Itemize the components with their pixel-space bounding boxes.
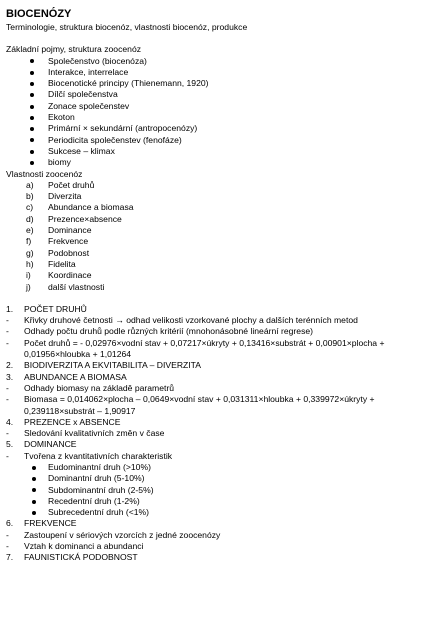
property-label: Dominance bbox=[48, 225, 92, 236]
basics-item: Primární × sekundární (antropocenózy) bbox=[6, 123, 438, 134]
basics-item: Společenstvo (biocenóza) bbox=[6, 56, 438, 67]
section-title: FAUNISTICKÁ PODOBNOST bbox=[24, 552, 138, 563]
section-number: 6. bbox=[6, 518, 14, 529]
dash-marker: - bbox=[6, 326, 9, 337]
dominance-class-item: Dominantní druh (5-10%) bbox=[6, 473, 438, 484]
section-heading bbox=[6, 372, 438, 383]
section-title: DOMINANCE bbox=[24, 439, 77, 450]
dash-marker: - bbox=[6, 450, 9, 461]
dash-marker: - bbox=[6, 394, 9, 405]
list-marker: h) bbox=[26, 258, 34, 269]
list-marker: d) bbox=[26, 213, 34, 224]
dash-item bbox=[6, 315, 438, 326]
section-number: 3. bbox=[6, 371, 14, 382]
dash-item bbox=[6, 326, 438, 337]
spacer bbox=[6, 293, 438, 304]
formula-continuation: 0,01956×hloubka + 1,01264 bbox=[24, 349, 132, 360]
property-item bbox=[6, 236, 438, 247]
section-number: 4. bbox=[6, 416, 14, 427]
document-title: BIOCENÓZY bbox=[6, 8, 72, 20]
property-label: další vlastnosti bbox=[48, 281, 105, 292]
basics-item: Interakce, interrelace bbox=[6, 67, 438, 78]
dash-text: Sledování kvalitativních změn v čase bbox=[24, 428, 165, 439]
dash-text: Odhady počtu druhů podle různých kritérií (mnohonásobné lineární regrese) bbox=[24, 326, 314, 337]
document-subtitle: Terminologie, struktura biocenóz, vlastnosti biocenóz, produkce bbox=[6, 22, 248, 32]
basics-heading: Základní pojmy, struktura zoocenóz bbox=[6, 44, 142, 55]
section-number: 2. bbox=[6, 360, 14, 371]
dash-item bbox=[6, 338, 438, 349]
dash-marker: - bbox=[6, 337, 9, 348]
basics-item: Dílčí společenstva bbox=[6, 89, 438, 100]
property-item bbox=[6, 191, 438, 202]
property-label: Fidelita bbox=[48, 258, 76, 269]
basics-item: Zonace společenstev bbox=[6, 101, 438, 112]
property-item bbox=[6, 259, 438, 270]
list-marker: j) bbox=[26, 281, 31, 292]
section-heading bbox=[6, 417, 438, 428]
dash-marker: - bbox=[6, 529, 9, 540]
list-marker: g) bbox=[26, 247, 34, 258]
property-item bbox=[6, 202, 438, 213]
property-label: Podobnost bbox=[48, 247, 90, 258]
dash-text: Vztah k dominanci a abundanci bbox=[24, 541, 144, 552]
list-marker: b) bbox=[26, 191, 34, 202]
property-item bbox=[6, 270, 438, 281]
dash-text: Zastoupení v sériových vzorcích z jedné zoocenózy bbox=[24, 529, 221, 540]
property-item bbox=[6, 214, 438, 225]
section-heading bbox=[6, 518, 438, 529]
properties-heading: Vlastnosti zoocenóz bbox=[6, 168, 83, 179]
section-number: 7. bbox=[6, 552, 14, 563]
dash-marker: - bbox=[6, 541, 9, 552]
property-item bbox=[6, 225, 438, 236]
list-marker: c) bbox=[26, 202, 34, 213]
dash-item bbox=[6, 530, 438, 541]
dominance-class-item: Subdominantní druh (2-5%) bbox=[6, 485, 438, 496]
dash-item bbox=[6, 383, 438, 394]
dash-marker: - bbox=[6, 382, 9, 393]
property-label: Abundance a biomasa bbox=[48, 202, 134, 213]
dash-text: Počet druhů = - 0,02976×vodní stav + 0,07217×úkryty + 0,13416×substrát + 0,00901×plocha + bbox=[24, 337, 385, 348]
list-marker: e) bbox=[26, 225, 34, 236]
section-heading bbox=[6, 439, 438, 450]
dash-text: Odhady biomasy na základě parametrů bbox=[24, 382, 174, 393]
formula-continuation: 0,239118×substrát – 1,90917 bbox=[24, 405, 136, 416]
properties-list bbox=[6, 180, 438, 293]
section-heading bbox=[6, 304, 438, 315]
dash-item bbox=[6, 428, 438, 439]
property-label: Prezence×absence bbox=[48, 213, 122, 224]
property-item bbox=[6, 282, 438, 293]
dash-text: Křivky druhové četnosti → odhad velikosti vzorkované plochy a dalších terénních metod bbox=[24, 315, 358, 326]
property-item bbox=[6, 248, 438, 259]
dash-marker: - bbox=[6, 428, 9, 439]
property-label: Koordinace bbox=[48, 270, 92, 281]
dash-text: Biomasa = 0,014062×plocha – 0,0649×vodní stav + 0,031311×hloubka + 0,339972×úkryty + bbox=[24, 394, 375, 405]
section-number: 5. bbox=[6, 439, 14, 450]
basics-item: Sukcese – klimax bbox=[6, 146, 438, 157]
list-marker: f) bbox=[26, 236, 32, 247]
section-heading bbox=[6, 552, 438, 563]
list-marker: i) bbox=[26, 270, 31, 281]
basics-item: Ekoton bbox=[6, 112, 438, 123]
dash-item bbox=[6, 394, 438, 405]
section-title: ABUNDANCE A BIOMASA bbox=[24, 371, 127, 382]
basics-list bbox=[6, 56, 438, 169]
section-heading bbox=[6, 360, 438, 371]
section-title: BIODIVERZITA A EKVITABILITA – DIVERZITA bbox=[24, 360, 202, 371]
dominance-class-item: Recedentní druh (1-2%) bbox=[6, 496, 438, 507]
dash-marker: - bbox=[6, 315, 9, 326]
section-title: PREZENCE x ABSENCE bbox=[24, 416, 121, 427]
dominance-class-item: Subrecedentní druh (<1%) bbox=[6, 507, 438, 518]
list-marker: a) bbox=[26, 179, 34, 190]
dash-item bbox=[6, 541, 438, 552]
dominance-class-item: Eudominantní druh (>10%) bbox=[6, 462, 438, 473]
basics-item: Biocenotické principy (Thienemann, 1920) bbox=[6, 78, 438, 89]
basics-item: Periodicita společenstev (fenofáze) bbox=[6, 135, 438, 146]
section-title: FREKVENCE bbox=[24, 518, 77, 529]
section-title: POČET DRUHŮ bbox=[24, 303, 87, 314]
property-item bbox=[6, 180, 438, 191]
property-label: Diverzita bbox=[48, 191, 82, 202]
dash-item bbox=[6, 451, 438, 462]
property-label: Počet druhů bbox=[48, 179, 95, 190]
basics-item: biomy bbox=[6, 157, 438, 168]
section-number: 1. bbox=[6, 303, 14, 314]
dash-text: Tvořena z kvantitativních charakteristik bbox=[24, 450, 173, 461]
property-label: Frekvence bbox=[48, 236, 89, 247]
